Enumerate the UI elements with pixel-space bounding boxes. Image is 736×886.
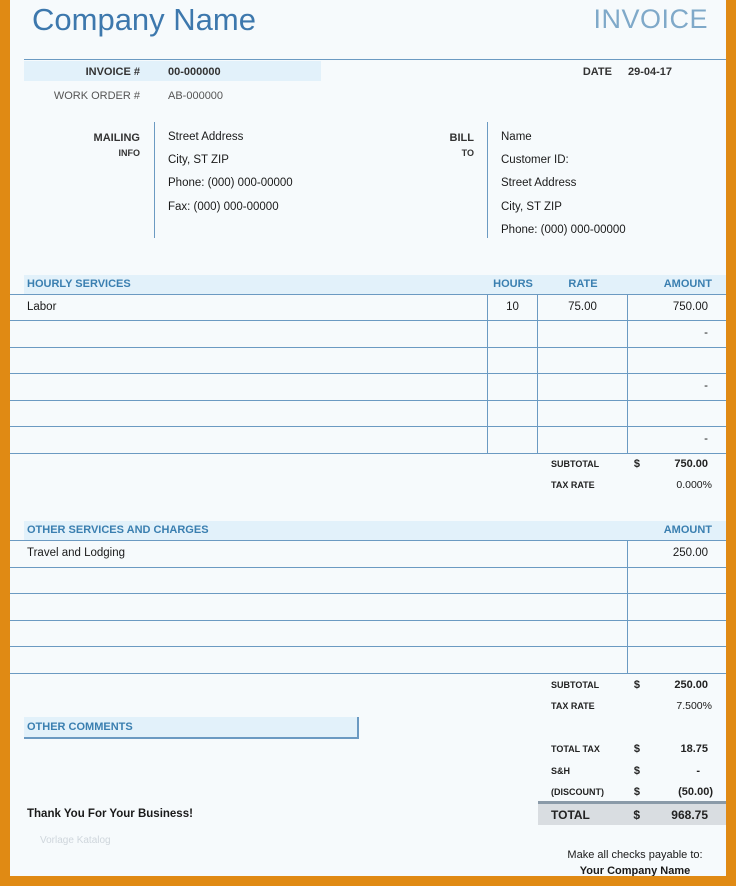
bill-label: BILL xyxy=(449,132,474,144)
hourly-col-divider xyxy=(627,294,628,453)
invoice-title: INVOICE xyxy=(593,4,708,34)
hourly-row-line xyxy=(10,453,726,454)
work-order-value[interactable]: AB-000000 xyxy=(168,90,224,102)
shipping-value[interactable]: - xyxy=(696,765,700,777)
other-subtotal-value: 250.00 xyxy=(674,679,708,691)
work-order-label: WORK ORDER # xyxy=(53,90,140,102)
other-subtotal-label: SUBTOTAL xyxy=(551,680,600,690)
comments-title: OTHER COMMENTS xyxy=(27,721,133,733)
mailing-city[interactable]: City, ST ZIP xyxy=(168,154,229,166)
other-row-line xyxy=(10,567,726,568)
total-tax-currency: $ xyxy=(633,743,640,755)
hourly-row-line xyxy=(10,400,726,401)
hours-column-header: HOURS xyxy=(493,278,533,290)
other-row-line xyxy=(10,593,726,594)
discount-currency: $ xyxy=(633,786,640,798)
bill-customer-id[interactable]: Customer ID: xyxy=(501,154,569,166)
bill-phone[interactable]: Phone: (000) 000-00000 xyxy=(501,224,626,236)
bill-street[interactable]: Street Address xyxy=(501,177,577,189)
other-tax-label: TAX RATE xyxy=(551,701,595,711)
hourly-row-amount: 750.00 xyxy=(672,301,708,313)
other-row-desc[interactable]: Travel and Lodging xyxy=(27,547,126,559)
bill-name[interactable]: Name xyxy=(501,131,532,143)
other-col-divider xyxy=(627,540,628,673)
discount-value[interactable]: (50.00) xyxy=(678,786,713,798)
mailing-divider xyxy=(154,122,155,238)
hourly-row-line xyxy=(10,320,726,321)
mailing-sublabel: INFO xyxy=(118,148,140,158)
invoice-number-label: INVOICE # xyxy=(85,66,140,78)
invoice-number-value[interactable]: 00-000000 xyxy=(168,66,221,78)
watermark: Vorlage Katalog xyxy=(40,835,111,846)
other-tax-value[interactable]: 7.500% xyxy=(676,700,712,712)
other-row-line xyxy=(10,646,726,647)
total-tax-value: 18.75 xyxy=(680,743,708,755)
hourly-row-amount: - xyxy=(704,380,708,392)
other-row-amount[interactable]: 250.00 xyxy=(672,547,708,559)
shipping-currency: $ xyxy=(633,765,640,777)
hourly-row-line xyxy=(10,426,726,427)
invoice-sheet xyxy=(10,0,726,876)
total-value: 968.75 xyxy=(671,808,708,822)
bill-city[interactable]: City, ST ZIP xyxy=(501,201,562,213)
hourly-row-hours[interactable]: 10 xyxy=(506,301,519,313)
hourly-col-divider xyxy=(537,294,538,453)
payable-note: Make all checks payable to: xyxy=(567,849,703,861)
hourly-row-line xyxy=(10,373,726,374)
hourly-row-amount: - xyxy=(704,327,708,339)
hourly-title: HOURLY SERVICES xyxy=(27,278,131,290)
hourly-subtotal-value: 750.00 xyxy=(674,458,708,470)
mailing-label: MAILING xyxy=(93,132,140,144)
hourly-row-desc[interactable]: Labor xyxy=(27,301,57,313)
amount-column-header: AMOUNT xyxy=(663,278,712,290)
discount-label: (DISCOUNT) xyxy=(551,787,604,797)
hourly-row-line xyxy=(10,347,726,348)
mailing-fax[interactable]: Fax: (000) 000-00000 xyxy=(168,201,279,213)
other-subtotal-currency: $ xyxy=(633,679,640,691)
date-label: DATE xyxy=(582,66,612,78)
date-value[interactable]: 29-04-17 xyxy=(628,66,673,78)
total-label: TOTAL xyxy=(551,808,590,822)
hourly-col-divider xyxy=(487,294,488,453)
rate-column-header: RATE xyxy=(568,278,598,290)
hourly-subtotal-currency: $ xyxy=(633,458,640,470)
header-divider xyxy=(24,59,726,60)
hourly-tax-label: TAX RATE xyxy=(551,480,595,490)
hourly-row-amount: - xyxy=(704,433,708,445)
bill-sublabel: TO xyxy=(461,148,474,158)
other-row-line xyxy=(10,620,726,621)
thank-you-message: Thank You For Your Business! xyxy=(27,808,193,820)
other-amount-header: AMOUNT xyxy=(663,524,712,536)
hourly-row-rate[interactable]: 75.00 xyxy=(568,301,597,313)
mailing-phone[interactable]: Phone: (000) 000-00000 xyxy=(168,177,293,189)
total-tax-label: TOTAL TAX xyxy=(551,744,600,754)
other-row-line xyxy=(10,673,726,674)
other-row-line xyxy=(10,540,726,541)
other-title: OTHER SERVICES AND CHARGES xyxy=(27,524,209,536)
hourly-tax-value[interactable]: 0.000% xyxy=(676,479,712,491)
company-name: Company Name xyxy=(32,2,256,37)
bill-divider xyxy=(487,122,488,238)
total-currency: $ xyxy=(633,808,640,822)
hourly-subtotal-label: SUBTOTAL xyxy=(551,459,600,469)
payable-company: Your Company Name xyxy=(579,865,691,876)
hourly-row-line xyxy=(10,294,726,295)
mailing-street[interactable]: Street Address xyxy=(168,131,244,143)
shipping-label: S&H xyxy=(551,766,571,776)
